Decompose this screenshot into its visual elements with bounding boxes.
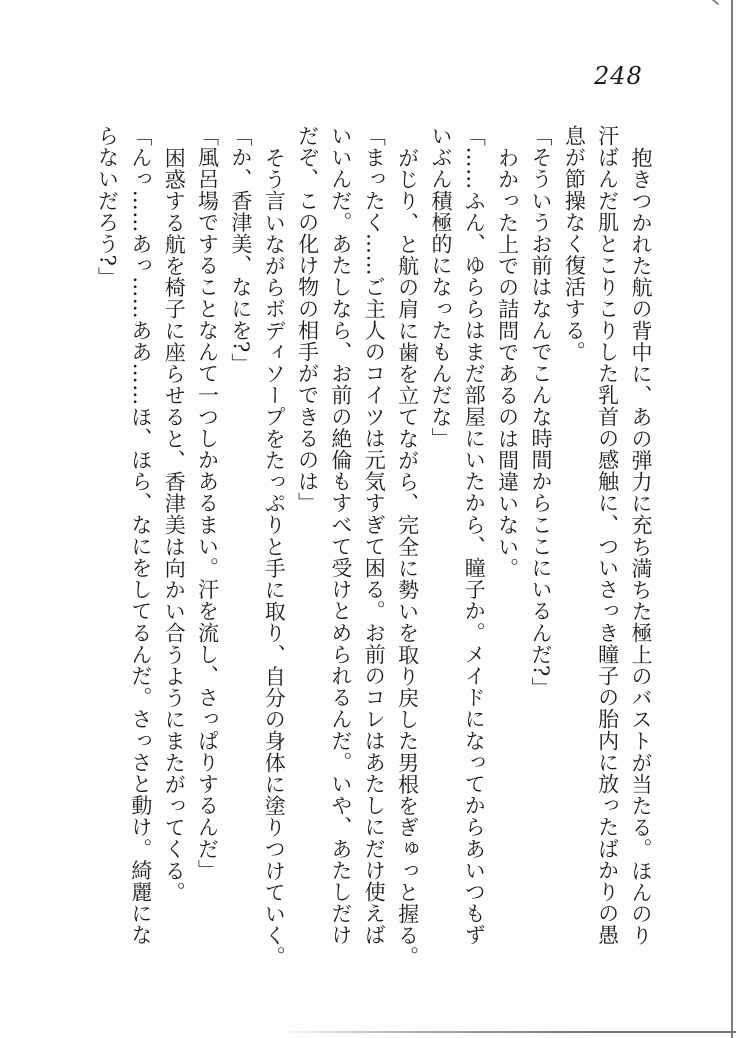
page-edge-bottom <box>0 1031 736 1033</box>
text-column-2: 汗ばんだ肌とこりこりした乳首の感触に、ついさっき瞳子の胎内に放ったばかりの愚 <box>595 125 620 946</box>
text-column-7: いぶん積極的になったもんだな」 <box>428 125 453 449</box>
text-block <box>90 125 657 977</box>
text-column-8: がじり、と航の肩に歯を立てながら、完全に勢いを取り戻した男根をぎゅっと握る。 <box>395 147 420 968</box>
text-column-1: 抱きつかれた航の背中に、あの弾力に充ち満ちた極上のバストが当たる。ほんのり <box>629 147 653 947</box>
text-column-12: そう言いながらボディソープをたっぷりと手に取り、自分の身体に塗りつけていく。 <box>262 147 287 968</box>
text-column-6: 「……ふん、ゆららはまだ部屋にいたから、瞳子か。メイドになってからあいつもず <box>462 125 487 946</box>
text-column-4: 「そういうお前はなんでこんな時間からここにいるんだ?」 <box>528 125 553 699</box>
text-column-17: らないだろう?」 <box>95 125 120 289</box>
text-column-5: わかった上での詰問であるのは間違いない。 <box>495 147 520 579</box>
text-column-15: 困惑する航を椅子に座らせると、香津美は向かい合うようにまたがってくる。 <box>162 147 187 903</box>
text-column-3: 息が節操なく復活する。 <box>562 125 587 363</box>
text-column-13: 「か、香津美、なにを?」 <box>228 125 253 375</box>
text-column-16: 「んっ……あっ……ああ……ほ、ほら、なにをしてるんだ。さっさと動け。綺麗にな <box>128 125 153 946</box>
text-column-9: 「まったく……ご主人のコイツは元気すぎて困る。お前のコレはあたしにだけ使えば <box>362 125 387 946</box>
page-edge-corner-tick <box>711 0 719 5</box>
text-column-10: いいんだ。あたしなら、お前の絶倫もすべて受けとめられるんだ。いや、あたしだけ <box>328 125 353 946</box>
page-number: 248 <box>594 62 643 90</box>
page-edge-right <box>731 0 733 1038</box>
text-column-11: だぞ、この化け物の相手ができるのは」 <box>295 125 320 514</box>
text-column-14: 「風呂場ですることなんて一つしかあるまい。汗を流し、さっぱりするんだ」 <box>195 125 220 881</box>
